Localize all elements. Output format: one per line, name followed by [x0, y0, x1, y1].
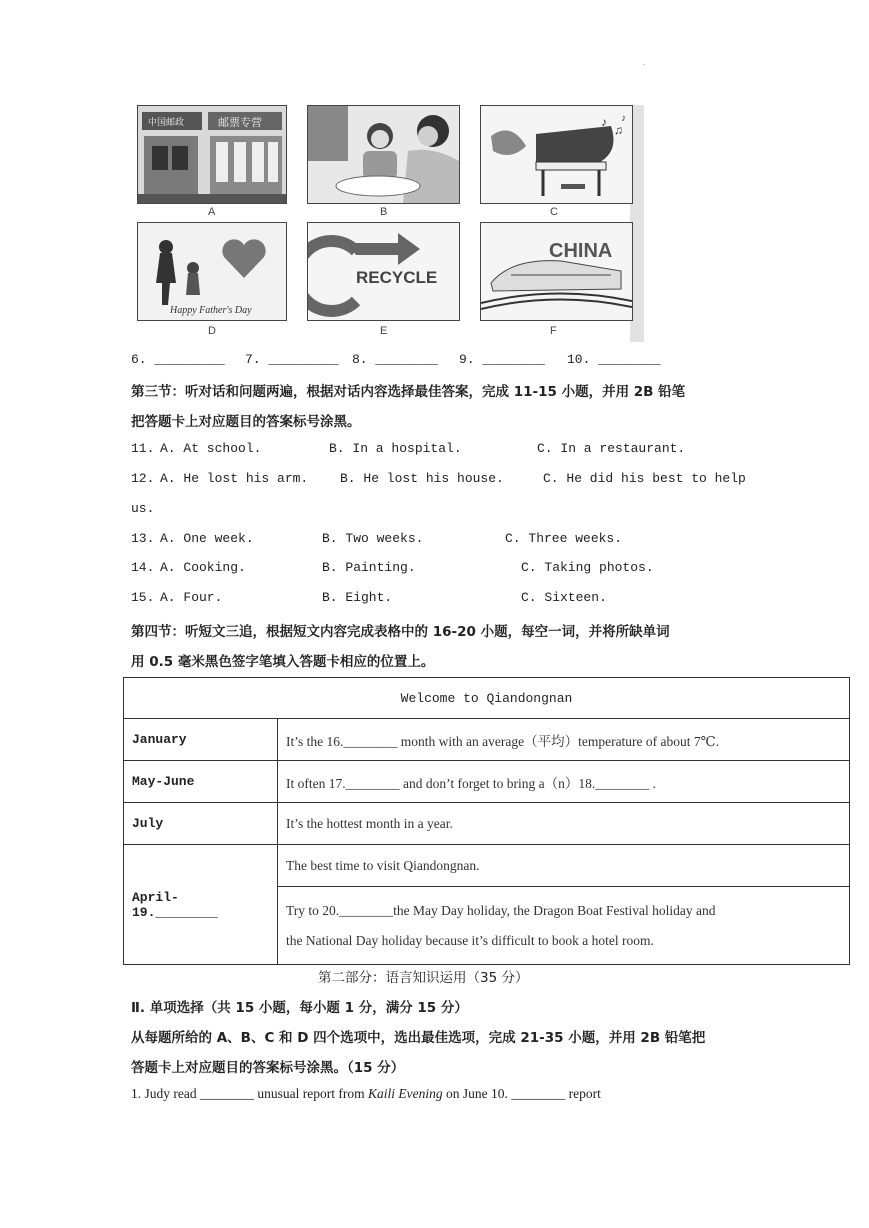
sign-left: 中国邮政: [148, 118, 185, 128]
question-14-option-b: B. Painting.: [322, 560, 416, 575]
answer-blank-7: 7. _________: [245, 352, 339, 367]
china-caption: CHINA: [549, 240, 613, 262]
picture-label-a: A: [208, 206, 216, 218]
row-content-july: It’s the hottest month in a year.: [278, 803, 850, 845]
question-15-option-c: C. Sixteen.: [521, 590, 607, 605]
question-11-number: 11.: [131, 441, 155, 456]
question-14-option-c: C. Taking photos.: [521, 560, 654, 575]
row-content-may-june: [278, 761, 850, 803]
question-13-option-b: B. Two weeks.: [322, 531, 424, 546]
row-content-april-1: The best time to visit Qiandongnan.: [278, 845, 850, 887]
may-june-text-pre: It often 17.: [286, 775, 346, 791]
question-15-number: 15.: [131, 590, 155, 605]
table-title: [124, 678, 850, 719]
question-15-option-b: B. Eight.: [322, 590, 393, 605]
row-label-april: April- 19.________: [124, 845, 278, 965]
recycle-caption: RECYCLE: [356, 268, 438, 287]
question-1: [131, 1086, 601, 1102]
piano-illustration: [481, 106, 632, 203]
svg-text:♪: ♪: [621, 113, 626, 124]
question-15-option-a: A. Four.: [160, 590, 223, 605]
row-label-january: January: [124, 719, 278, 761]
single-choice-heading: Ⅱ. 单项选择（共 15 小题，每小题 1 分，满分 15 分）: [131, 1000, 468, 1016]
january-text-post: month with an average（平均）temperature of about 7℃.: [397, 733, 720, 749]
may-june-text-post: and don’t forget to bring a（n）18.________ .: [399, 775, 656, 791]
question-12-option-a: A. He lost his arm.: [160, 471, 309, 486]
question-14-option-a: A. Cooking.: [160, 560, 246, 575]
row-content-january: [278, 719, 850, 761]
answer-blank-9: 9. ________: [459, 352, 545, 367]
april-text-2c: the National Day holiday because it’s difficult to book a hotel room.: [286, 932, 654, 948]
question-1-pre: 1. Judy read ________ unusual report from: [131, 1086, 368, 1101]
qiandongnan-table: [123, 677, 850, 965]
section4-instruction-line1: 第四节：听短文三追，根据短文内容完成表格中的 16-20 小题，每空一词，并将所缺单词: [131, 624, 670, 640]
svg-text:♪: ♪: [601, 115, 607, 129]
stray-dot: .: [643, 58, 645, 67]
fathers-day-illustration: [138, 223, 286, 320]
picture-e: [307, 222, 460, 321]
blank-17: ________: [345, 775, 400, 791]
train-illustration: [481, 223, 632, 320]
row-content-april-2: [278, 887, 850, 965]
answer-blank-8: 8. ________: [352, 352, 438, 367]
table-title-text: Welcome to Qiandongnan: [400, 691, 573, 706]
answer-blank-10: 10. ________: [567, 352, 661, 367]
question-13-option-a: A. One week.: [160, 531, 254, 546]
picture-d: [137, 222, 287, 321]
answer-blank-6: 6. _________: [131, 352, 225, 367]
january-text-pre: It’s the 16.: [286, 733, 344, 749]
blank-16: ________: [343, 733, 398, 749]
section3-instruction-line2: 把答题卡上对应题目的答案标号涂黑。: [131, 414, 361, 430]
sign-right: 邮票专营: [218, 116, 262, 129]
svg-text:♫: ♫: [614, 123, 623, 137]
row-label-july: July: [124, 803, 278, 845]
section4-instruction-line2: 用 0.5 毫米黑色签字笔填入答题卡相应的位置上。: [131, 654, 435, 670]
picture-label-e: E: [380, 325, 388, 337]
picture-a: [137, 105, 287, 204]
girl-woman-illustration: [308, 106, 459, 203]
section3-instruction-line1: 第三节：听对话和问题两遍，根据对话内容选择最佳答案，完成 11-15 小题，并用 2B 铅笔: [131, 384, 686, 400]
post-office-illustration: [138, 106, 286, 203]
picture-label-f: F: [550, 325, 557, 337]
question-11-option-b: B. In a hospital.: [329, 441, 462, 456]
blank-20: ________: [339, 902, 394, 918]
picture-label-b: B: [380, 206, 388, 218]
question-12-option-c-cont: us.: [131, 501, 155, 516]
picture-c: [480, 105, 633, 204]
question-1-italic: Kaili Evening: [367, 1086, 443, 1101]
question-12-option-b: B. He lost his house.: [340, 471, 504, 486]
picture-f: [480, 222, 633, 321]
single-choice-instruction-line1: 从每题所给的 A、B、C 和 D 四个选项中，选出最佳选项，完成 21-35 小题，并用 2B 铅笔把: [131, 1030, 706, 1046]
question-13-number: 13.: [131, 531, 155, 546]
row-label-may-june: May-June: [124, 761, 278, 803]
question-12-option-c: C. He did his best to help: [543, 471, 746, 486]
question-11-option-c: C. In a restaurant.: [537, 441, 686, 456]
question-13-option-c: C. Three weeks.: [505, 531, 623, 546]
picture-label-c: C: [550, 206, 558, 218]
fathers-day-caption: Happy Father's Day: [170, 305, 252, 316]
single-choice-instruction-line2: 答题卡上对应题目的答案标号涂黑。（15 分）: [131, 1060, 405, 1076]
question-14-number: 14.: [131, 560, 155, 575]
april-text-2a: Try to 20.: [286, 902, 340, 918]
picture-b: [307, 105, 460, 204]
part2-title: 第二部分：语言知识运用（35 分）: [318, 970, 529, 986]
april-text-2b: the May Day holiday, the Dragon Boat Festival holiday and: [393, 902, 716, 918]
recycle-illustration: [308, 223, 459, 320]
question-12-number: 12.: [131, 471, 155, 486]
question-11-option-a: A. At school.: [160, 441, 262, 456]
question-1-post: on June 10. ________ report: [442, 1086, 601, 1101]
picture-label-d: D: [208, 325, 216, 337]
